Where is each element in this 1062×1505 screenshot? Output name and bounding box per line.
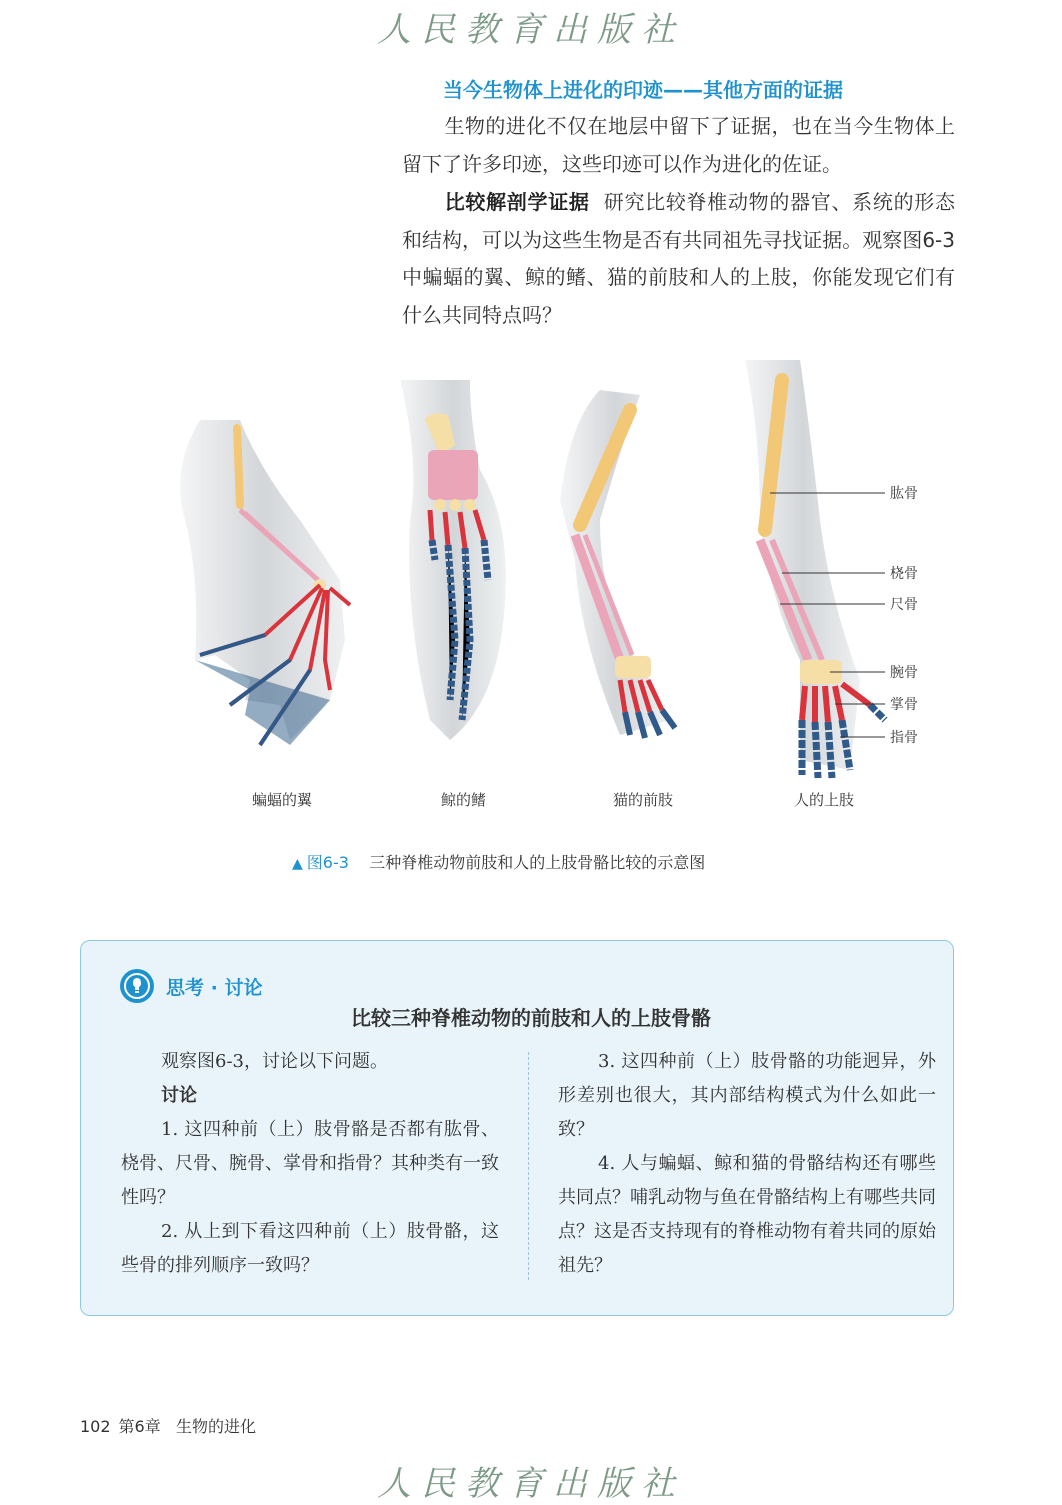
metacarpal-label: 掌骨 [890,697,918,713]
page-number: 102 [80,1417,111,1436]
discussion-intro: 观察图6-3，讨论以下问题。 [161,1051,388,1072]
discussion-label: 思考 · 讨论 [166,977,263,999]
bat-wing-label: 蝙蝠的翼 [252,791,313,809]
humerus-label: 肱骨 [890,486,918,502]
publisher-watermark-bottom: 人民教育出版社 [377,1464,685,1504]
chapter-label: 第6章 [118,1417,161,1436]
column-divider [528,1052,529,1280]
question-4: 4. 人与蝙蝠、鲸和猫的骨骼结构还有哪些共同点？哺乳动物与鱼在骨骼结构上有哪些共同点？这是否支持现有的脊椎动物有着共同的原始祖先？ [558,1153,936,1276]
whale-fin-label: 鲸的鳍 [441,791,487,809]
question-1: 1. 这四种前（上）肢骨骼是否都有肱骨、桡骨、尺骨、腕骨、掌骨和指骨？其种类有一致性吗？ [121,1119,499,1208]
cat-foreleg-label: 猫的前肢 [613,791,674,809]
discussion-left-column [121,1045,499,1283]
caption-triangle-icon: ▲ [292,856,303,872]
human-arm-label: 人的上肢 [794,791,855,809]
page-footer [80,1414,256,1437]
figure-number: 图6-3 [306,853,349,872]
figure-caption [292,850,705,873]
ulna-label: 尺骨 [890,597,918,613]
paragraph-2-term: 比较解剖学证据 [444,190,590,214]
paragraph-2-text: 研究比较脊椎动物的器官、系统的形态和结构，可以为这些生物是否有共同祖先寻找证据。观察图6-3中蝙蝠的翼、鲸的鳍、猫的前肢和人的上肢，你能发现它们有什么共同特点吗？ [402,190,955,327]
radius-label: 桡骨 [890,566,918,582]
chapter-title: 生物的进化 [176,1417,257,1436]
figure-caption-text: 三种脊椎动物前肢和人的上肢骨骼比较的示意图 [369,853,706,872]
lightbulb-icon [120,969,154,1003]
bat-wing-illustration [180,420,350,745]
section-title: 当今生物体上进化的印迹——其他方面的证据 [443,78,843,102]
paragraph-1-text: 生物的进化不仅在地层中留下了证据，也在当今生物体上留下了许多印迹，这些印迹可以作为进化的佐证。 [402,114,955,176]
cat-foreleg-illustration [560,390,675,738]
publisher-watermark-top: 人民教育出版社 [377,10,685,50]
carpal-label: 腕骨 [890,665,918,681]
question-2: 2. 从上到下看这四种前（上）肢骨骼，这些骨的排列顺序一致吗？ [121,1221,499,1276]
whale-flipper-illustration [400,380,506,740]
discussion-right-column [558,1045,936,1283]
discussion-heading: 比较三种脊椎动物的前肢和人的上肢骨骼 [351,1006,711,1030]
phalanges-label: 指骨 [890,730,918,746]
question-3: 3. 这四种前（上）肢骨骼的功能迥异，外形差别也很大，其内部结构模式为什么如此一致？ [558,1051,936,1140]
human-arm-illustration [745,360,885,778]
discussion-sub: 讨论 [161,1085,197,1106]
